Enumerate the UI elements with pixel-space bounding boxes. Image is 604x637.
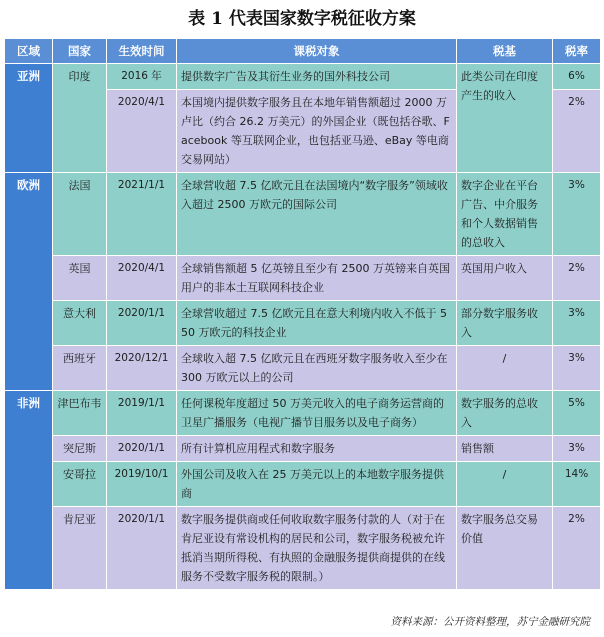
base-cell: 此类公司在印度产生的收入	[457, 64, 553, 173]
rate-cell: 3%	[553, 301, 601, 346]
object-cell: 所有计算机应用程式和数字服务	[177, 436, 457, 462]
date-cell: 2020/4/1	[107, 256, 177, 301]
date-cell: 2019/10/1	[107, 462, 177, 507]
country-cell: 突尼斯	[53, 436, 107, 462]
base-cell: 销售额	[457, 436, 553, 462]
header-rate: 税率	[553, 39, 601, 64]
region-cell: 非洲	[5, 391, 53, 590]
table-row	[5, 391, 601, 436]
base-cell: /	[457, 462, 553, 507]
object-cell: 全球收入超 7.5 亿欧元且在西班牙数字服务收入至少在 300 万欧元以上的公司	[177, 346, 457, 391]
date-cell: 2021/1/1	[107, 173, 177, 256]
table-row	[5, 64, 601, 90]
base-cell: 部分数字服务收入	[457, 301, 553, 346]
object-cell: 本国境内提供数字服务且在本地年销售额超过 2000 万卢比（约合 26.2 万美元）的外国企业（既包括谷歌、Facebook 等互联网企业，也包括亚马逊、eBay 等电商交易网站）	[177, 90, 457, 173]
base-cell: 数字服务的总收入	[457, 391, 553, 436]
table-row	[5, 436, 601, 462]
country-cell: 肯尼亚	[53, 507, 107, 590]
base-cell: 英国用户收入	[457, 256, 553, 301]
table-row	[5, 301, 601, 346]
rate-cell: 3%	[553, 346, 601, 391]
region-cell: 亚洲	[5, 64, 53, 173]
rate-cell: 2%	[553, 256, 601, 301]
base-cell: /	[457, 346, 553, 391]
object-cell: 全球营收超过 7.5 亿欧元且在意大利境内收入不低于 550 万欧元的科技企业	[177, 301, 457, 346]
header-region: 区域	[5, 39, 53, 64]
rate-cell: 6%	[553, 64, 601, 90]
object-cell: 提供数字广告及其衍生业务的国外科技公司	[177, 64, 457, 90]
rate-cell: 3%	[553, 173, 601, 256]
rate-cell: 2%	[553, 90, 601, 173]
date-cell: 2020/12/1	[107, 346, 177, 391]
table-title: 表 1 代表国家数字税征收方案	[188, 9, 416, 29]
header-date: 生效时间	[107, 39, 177, 64]
date-cell: 2019/1/1	[107, 391, 177, 436]
base-cell: 数字服务总交易价值	[457, 507, 553, 590]
object-cell: 全球销售额超 5 亿英镑且至少有 2500 万英镑来自英国用户的非本土互联网科技企业	[177, 256, 457, 301]
table-row	[5, 507, 601, 590]
object-cell: 任何课税年度超过 50 万美元收入的电子商务运营商的卫星广播服务（电视广播节目服务以及电子商务）	[177, 391, 457, 436]
region-cell: 欧洲	[5, 173, 53, 391]
object-cell: 数字服务提供商或任何收取数字服务付款的人（对于在肯尼亚设有常设机构的居民和公司，数字服务税被允许抵消当期所得税、有执照的金融服务提供商提供的在线服务不受数字服务税的限制。）	[177, 507, 457, 590]
country-cell: 意大利	[53, 301, 107, 346]
header-row	[5, 39, 601, 64]
header-country: 国家	[53, 39, 107, 64]
rate-cell: 14%	[553, 462, 601, 507]
rate-cell: 5%	[553, 391, 601, 436]
tax-table	[4, 38, 601, 590]
date-cell: 2020/4/1	[107, 90, 177, 173]
date-cell: 2016 年	[107, 64, 177, 90]
date-cell: 2020/1/1	[107, 507, 177, 590]
table-row	[5, 173, 601, 256]
header-object: 课税对象	[177, 39, 457, 64]
country-cell: 西班牙	[53, 346, 107, 391]
country-cell: 印度	[53, 64, 107, 173]
base-cell: 数字企业在平台广告、中介服务和个人数据销售的总收入	[457, 173, 553, 256]
rate-cell: 3%	[553, 436, 601, 462]
date-cell: 2020/1/1	[107, 301, 177, 346]
object-cell: 外国公司及收入在 25 万美元以上的本地数字服务提供商	[177, 462, 457, 507]
date-cell: 2020/1/1	[107, 436, 177, 462]
header-base: 税基	[457, 39, 553, 64]
table-row	[5, 346, 601, 391]
table-row	[5, 462, 601, 507]
country-cell: 津巴布韦	[53, 391, 107, 436]
source-note: 资料来源：公开资料整理，苏宁金融研究院	[390, 616, 590, 628]
table-row	[5, 256, 601, 301]
rate-cell: 2%	[553, 507, 601, 590]
country-cell: 法国	[53, 173, 107, 256]
object-cell: 全球营收超 7.5 亿欧元且在法国境内“数字服务”领域收入超过 2500 万欧元的国际公司	[177, 173, 457, 256]
country-cell: 英国	[53, 256, 107, 301]
country-cell: 安哥拉	[53, 462, 107, 507]
